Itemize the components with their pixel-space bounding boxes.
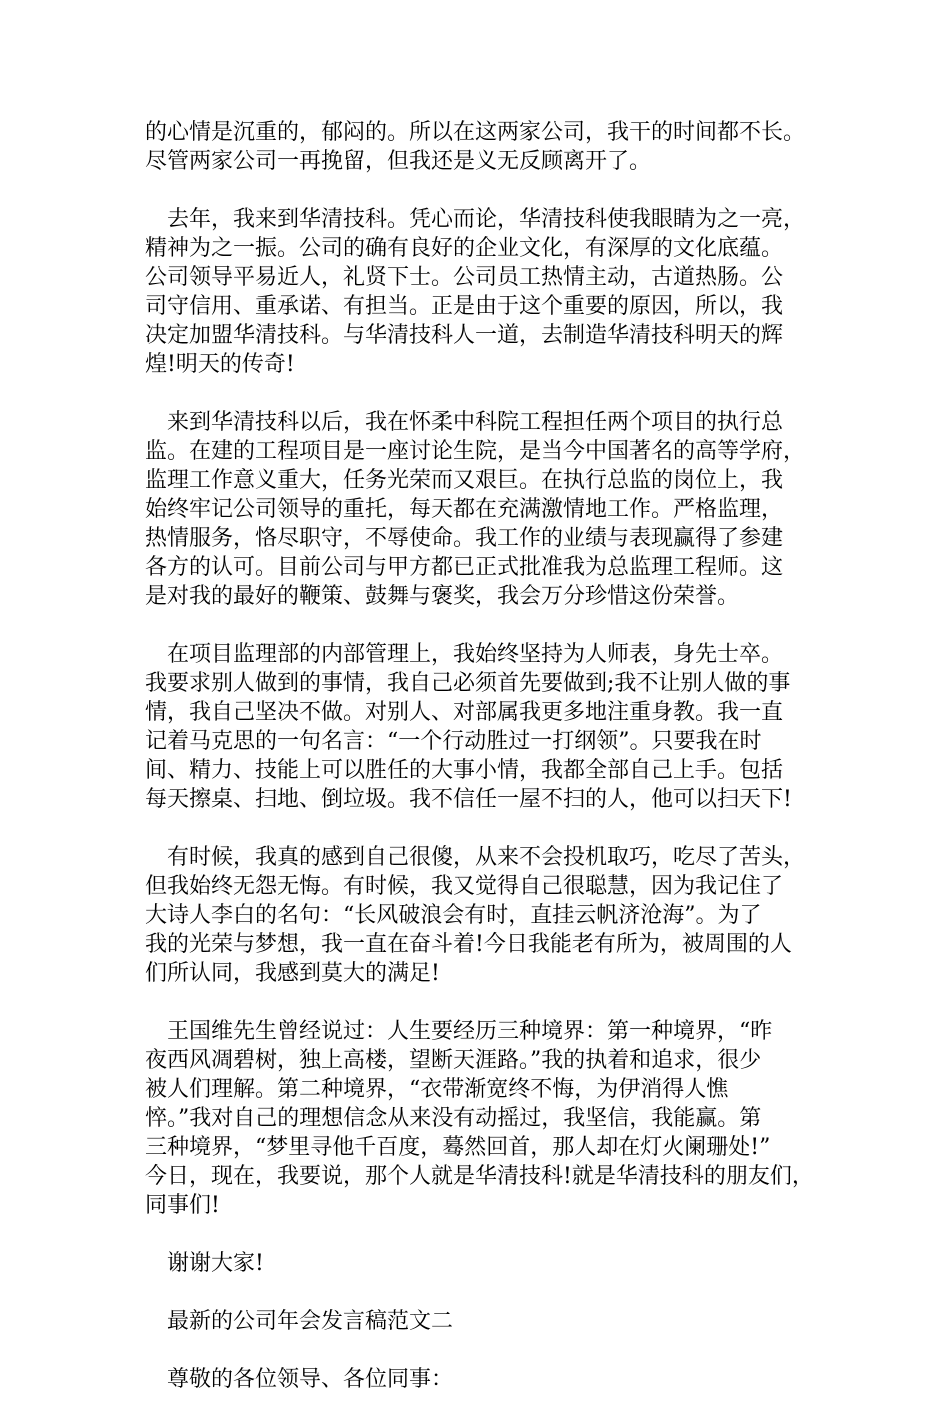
text-line: 决定加盟华清技科。与华清技科人一道，去制造华清技科明天的辉: [145, 323, 784, 348]
text-line: 司守信用、重承诺、有担当。正是由于这个重要的原因，所以，我: [145, 294, 784, 319]
paragraph: [145, 1017, 835, 1220]
text-line: 有时候，我真的感到自己很傻，从来不会投机取巧，吃尽了苦头，: [167, 845, 806, 870]
text-line: 悴。”我对自己的理想信念从来没有动摇过，我坚信，我能赢。第: [145, 1106, 762, 1131]
closing-thanks: [145, 1249, 835, 1278]
text-line: 间、精力、技能上可以胜任的大事小情，我都全部自己上手。包括: [145, 758, 784, 783]
text-line: 去年，我来到华清技科。凭心而论，华清技科使我眼睛为之一亮，: [167, 207, 806, 232]
text-line: 我的光荣与梦想，我一直在奋斗着!今日我能老有所为，被周围的人: [145, 932, 792, 957]
text-line: 每天擦桌、扫地、倒垃圾。我不信任一屋不扫的人，他可以扫天下!: [145, 787, 792, 812]
text-line: 监。在建的工程项目是一座讨论生院，是当今中国著名的高等学府，: [145, 439, 806, 464]
text-line: 被人们理解。第二种境界，“衣带渐宽终不悔，为伊消得人憔: [145, 1077, 729, 1102]
text-line: 们所认同，我感到莫大的满足!: [145, 961, 440, 986]
text-line: 的心情是沉重的，郁闷的。所以在这两家公司，我干的时间都不长。: [145, 120, 806, 145]
text-line: 最新的公司年会发言稿范文二: [167, 1309, 454, 1334]
text-line: 热情服务，恪尽职守，不辱使命。我工作的业绩与表现赢得了参建: [145, 526, 784, 551]
text-line: 是对我的最好的鞭策、鼓舞与褒奖，我会万分珍惜这份荣誉。: [145, 584, 740, 609]
text-line: 来到华清技科以后，我在怀柔中科院工程担任两个项目的执行总: [167, 410, 784, 435]
section-title: [145, 1307, 835, 1336]
text-line: 精神为之一振。公司的确有良好的企业文化，有深厚的文化底蕴。: [145, 236, 784, 261]
text-line: 煌!明天的传奇!: [145, 352, 295, 377]
paragraph: [145, 640, 835, 814]
text-line: 我要求别人做到的事情，我自己必须首先要做到;我不让别人做的事: [145, 671, 791, 696]
text-line: 但我始终无怨无悔。有时候，我又觉得自己很聪慧，因为我记住了: [145, 874, 784, 899]
text-line: 今日，现在，我要说，那个人就是华清技科!就是华清技科的朋友们，: [145, 1164, 814, 1189]
text-line: 王国维先生曾经说过：人生要经历三种境界：第一种境界，“昨: [167, 1019, 773, 1044]
paragraph: [145, 118, 835, 176]
text-line: 情，我自己坚决不做。对别人、对部属我更多地注重身教。我一直: [145, 700, 784, 725]
text-line: 在项目监理部的内部管理上，我始终坚持为人师表，身先士卒。: [167, 642, 784, 667]
paragraph: [145, 843, 835, 988]
text-line: 尊敬的各位领导、各位同事：: [167, 1367, 454, 1392]
text-line: 记着马克思的一句名言：“一个行动胜过一打纲领”。只要我在时: [145, 729, 762, 754]
text-line: 同事们!: [145, 1193, 220, 1218]
salutation: [145, 1365, 835, 1394]
paragraph: [145, 205, 835, 379]
text-line: 谢谢大家!: [167, 1251, 264, 1276]
text-line: 各方的认可。目前公司与甲方都已正式批准我为总监理工程师。这: [145, 555, 784, 580]
paragraph: [145, 408, 835, 611]
text-line: 大诗人李白的名句：“长风破浪会有时，直挂云帆济沧海”。为了: [145, 903, 762, 928]
text-line: 监理工作意义重大，任务光荣而又艰巨。在执行总监的岗位上，我: [145, 468, 784, 493]
text-line: 公司领导平易近人，礼贤下士。公司员工热情主动，古道热肠。公: [145, 265, 784, 290]
document-body: [145, 118, 835, 1423]
text-line: 三种境界，“梦里寻他千百度，蓦然回首，那人却在灯火阑珊处!”: [145, 1135, 771, 1160]
text-line: 尽管两家公司一再挽留，但我还是义无反顾离开了。: [145, 149, 652, 174]
text-line: 夜西风凋碧树，独上高楼，望断天涯路。”我的执着和追求，很少: [145, 1048, 762, 1073]
text-line: 始终牢记公司领导的重托，每天都在充满激情地工作。严格监理，: [145, 497, 784, 522]
